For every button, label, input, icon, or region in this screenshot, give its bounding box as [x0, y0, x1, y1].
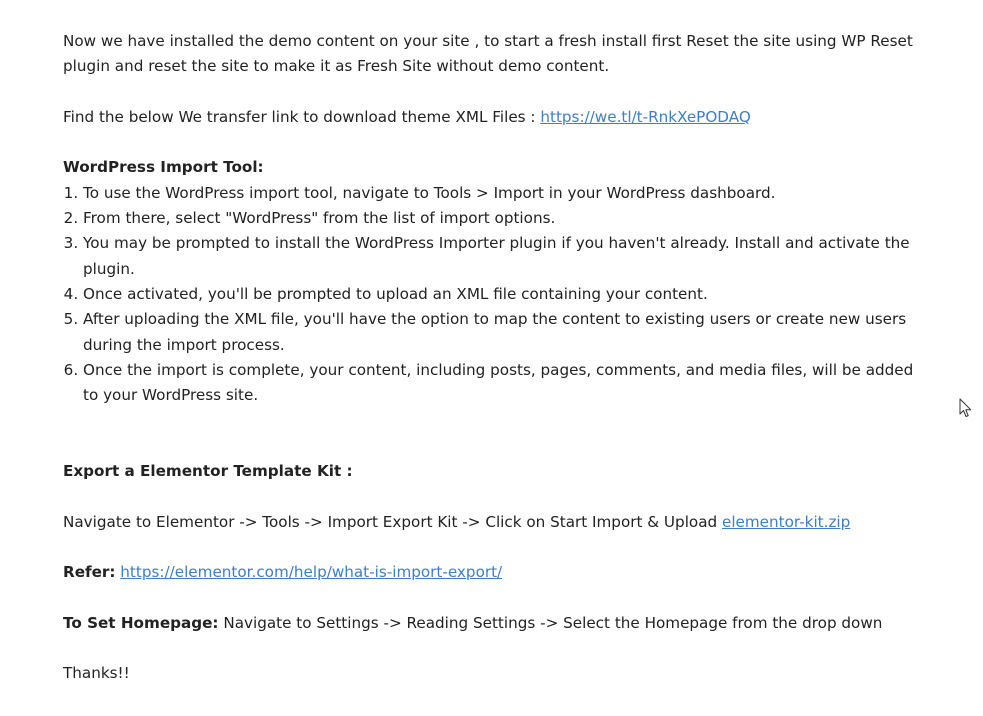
document-content	[63, 29, 919, 712]
homepage-paragraph	[63, 611, 919, 636]
import-tool-section	[63, 155, 919, 408]
elementor-kit-link[interactable]: elementor-kit.zip	[721, 512, 851, 531]
refer-label: Refer:	[63, 563, 116, 582]
import-step: 4. Once activated, you'll be prompted to upload an XML file containing your content.	[83, 282, 919, 307]
import-step: 1. To use the WordPress import tool, navigate to Tools > Import in your WordPress dashboard.	[83, 181, 919, 206]
elementor-help-link[interactable]: https://elementor.com/help/what-is-import-export/	[120, 563, 503, 582]
refer-paragraph	[63, 560, 919, 585]
homepage-label: To Set Homepage:	[63, 613, 219, 632]
import-step: 2. From there, select "WordPress" from the list of import options.	[83, 206, 919, 231]
elementor-heading: Export a Elementor Template Kit :	[63, 462, 353, 481]
elementor-navigate-paragraph	[63, 510, 919, 535]
wetransfer-link[interactable]: https://we.tl/t-RnkXePODAQ	[540, 107, 751, 126]
import-tool-heading: WordPress Import Tool:	[63, 158, 264, 177]
import-step: 5. After uploading the XML file, you'll have the option to map the content to existing users or create new users during the import process.	[83, 307, 919, 358]
spacer	[63, 434, 919, 459]
import-step: 3. You may be prompted to install the WordPress Importer plugin if you haven't already. Install and activate the plugin.	[83, 231, 919, 282]
import-step: 6. Once the import is complete, your content, including posts, pages, comments, and media files, will be added to your WordPress site.	[83, 358, 919, 409]
transfer-paragraph	[63, 105, 919, 130]
import-steps-list	[63, 181, 919, 409]
homepage-text: Navigate to Settings -> Reading Settings -> Select the Homepage from the drop down	[218, 613, 883, 632]
thanks-text: Thanks!!	[63, 664, 130, 683]
intro-paragraph: Now we have installed the demo content on your site , to start a fresh install first Reset the site using WP Reset plugin and reset the site to make it as Fresh Site without demo content.	[63, 32, 913, 76]
elementor-navigate-text: Navigate to Elementor -> Tools -> Import Export Kit -> Click on Start Import & Upload	[63, 512, 722, 531]
transfer-text: Find the below We transfer link to download theme XML Files :	[63, 107, 541, 126]
mouse-pointer-icon	[959, 398, 973, 418]
